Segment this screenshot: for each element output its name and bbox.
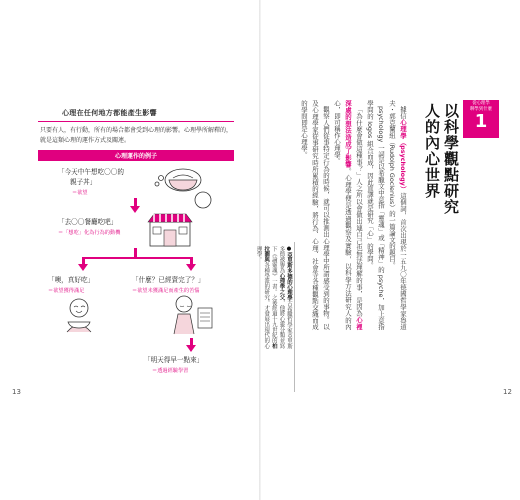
badge-label-line1: 從心理學 bbox=[472, 101, 490, 106]
chapter-title-line1: 以科學觀點研究 bbox=[442, 103, 460, 215]
badge-label-line2: 聊學到什麼 bbox=[470, 107, 492, 113]
column-body-pre: 古希臘哲學家亞里斯多德被譽為 bbox=[278, 246, 292, 350]
step3a-note: ＝欲望獲得滿足 bbox=[48, 288, 85, 294]
flow-arrow-1 bbox=[130, 206, 140, 213]
branch-right-arrow bbox=[186, 264, 196, 271]
page-number-right: 12 bbox=[503, 388, 512, 396]
right-page bbox=[255, 0, 520, 500]
chapter-title-line2: 人的內心世界 bbox=[423, 103, 441, 199]
column-body-mid: ，他將心靈分類並寫下《論靈魂》一書。之後經過十九世紀的 bbox=[270, 246, 285, 349]
body-text bbox=[298, 100, 408, 330]
sidebar-column bbox=[255, 246, 292, 352]
body-p3-post: 。心理學便是透過觀察及實驗，以科學方法研究人的內心，即可稱作心理學。 bbox=[333, 100, 352, 331]
body-p1-pre: 據信 bbox=[399, 106, 407, 120]
body-p3-highlight: 心裡深處的想法造成了影響 bbox=[344, 100, 363, 330]
column-body-bold2: 柏拉圖與 bbox=[263, 246, 277, 349]
step1-quote-line1: 「今天中午想吃〇〇的 bbox=[58, 168, 124, 176]
step4-note: ＝透過經驗學習 bbox=[152, 368, 189, 374]
disappointed-person-illustration bbox=[168, 294, 216, 336]
flow-arrow-4 bbox=[186, 345, 196, 352]
badge-number: 1 bbox=[474, 111, 488, 133]
section-badge bbox=[463, 100, 499, 138]
body-p1-rest: 這個詞，首次出現於一五九〇年德國哲學家魯道夫・郭克蘭紐（Rudolph Goclenius）的一篇論文的題目。 bbox=[388, 100, 407, 331]
step2-note: ＝「想吃」化為行為的動機 bbox=[58, 230, 121, 236]
flow-label: 心理運作的例子 bbox=[114, 153, 157, 160]
step3b-note: ＝欲望未獲滿足而產生的苦惱 bbox=[132, 288, 200, 294]
eating-person-illustration bbox=[58, 296, 100, 334]
step1-note: ＝欲望 bbox=[72, 190, 88, 196]
body-paragraph-3 bbox=[331, 100, 364, 330]
thinking-person-illustration bbox=[145, 166, 215, 208]
restaurant-illustration bbox=[147, 212, 193, 248]
step1-quote-line2: 親子丼」 bbox=[70, 178, 97, 186]
step3b-quote: 「什麼？已經賣完了？」 bbox=[132, 276, 205, 284]
column-divider bbox=[294, 242, 295, 392]
column-heading: ●亞里斯多德的心理學 bbox=[286, 246, 292, 301]
body-paragraph-1 bbox=[386, 100, 408, 330]
body-paragraph-4: 觀察人們從事特定行為的時候，就可以推測出心理學中所謂感受到的事物。以及心理學家從事研究時所累積的經驗，將行為、心理、社會等各種觀點交織而成的學問即是心理學。 bbox=[300, 100, 330, 330]
step2-quote: 「去〇〇餐廳吃吧」 bbox=[58, 218, 118, 226]
flow-arrow-1-stem bbox=[134, 198, 137, 206]
branch-left-arrow bbox=[78, 264, 88, 271]
flow-label-bar bbox=[38, 150, 234, 161]
section-title: 心理在任何地方都能產生影響 bbox=[62, 109, 157, 117]
intro-text: 只要有人，有行動，所有的場合都會受到心理的影響。心理學所解釋的，就是這類心理的運作方式及關連。 bbox=[40, 127, 233, 144]
page-number-left: 13 bbox=[12, 388, 21, 396]
step3a-quote: 「噢，真好吃」 bbox=[48, 276, 95, 284]
body-paragraph-2: psychology 一詞是以希臘文中意指「靈魂」或「精神」的 psyche，加上意指學問的 logos 組合而成，因此直譯就是研究「心」的學問。 bbox=[366, 100, 385, 330]
step4-quote: 「明天得早一點來」 bbox=[144, 356, 204, 364]
title-rule bbox=[38, 121, 234, 122]
body-p1-highlight: 心理學（psychology） bbox=[399, 119, 407, 193]
column-body-bold1: 心理學之父 bbox=[278, 273, 285, 300]
branch-line bbox=[82, 257, 192, 259]
column-body-post: 各種學派的研究，才發展出現代的心理學。 bbox=[255, 246, 270, 349]
body-p3-pre: 「為什麼會做這種事？」人之所以會做出連自己也無法理解的事，是因為 bbox=[355, 106, 363, 317]
